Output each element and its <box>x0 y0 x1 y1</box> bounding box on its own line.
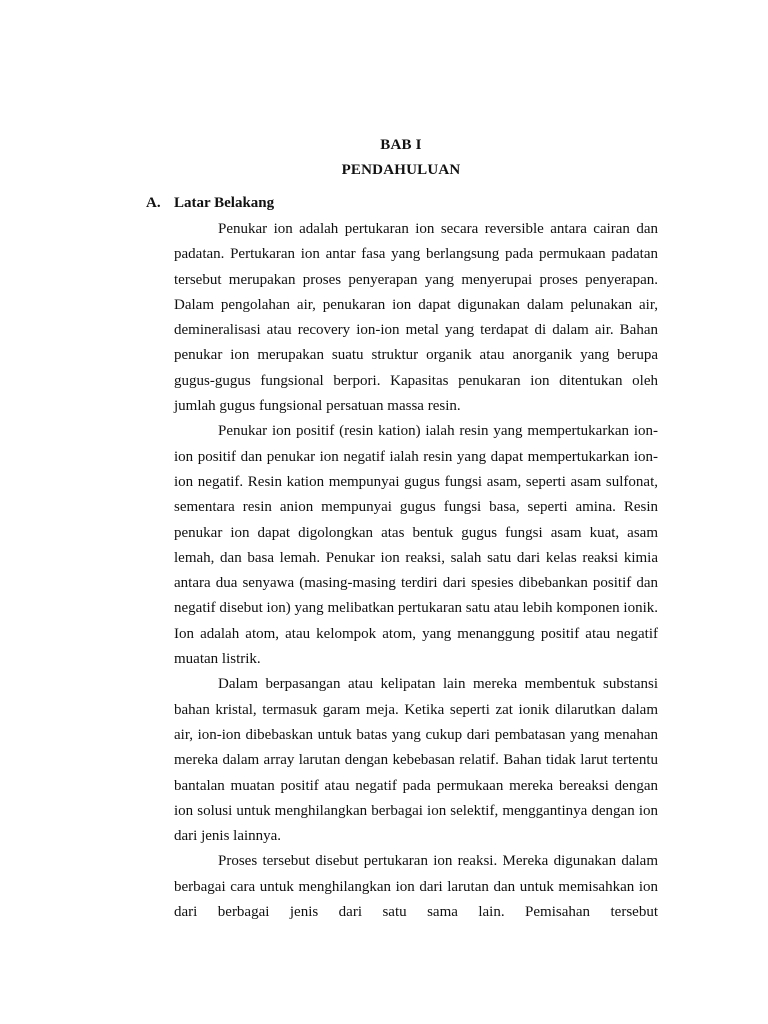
paragraph: Dalam berpasangan atau kelipatan lain mereka membentuk substansi bahan kristal, termasuk garam meja. Ketika seperti zat ionik dilarutkan dalam air, ion-ion dibebaskan untuk batas yang cukup dari pembatasan yang menahan mereka dalam array larutan dengan kebebasan relatif. Bahan tidak larut tertentu bantalan muatan positif atau negatif pada permukaan mereka bereaksi dengan ion solusi untuk menghilangkan berbagai ion selektif, menggantinya dengan ion dari jenis lainnya. <box>174 676 658 845</box>
paragraph: Penukar ion adalah pertukaran ion secara reversible antara cairan dan padatan. Pertukaran ion antar fasa yang berlangsung pada permukaan padatan tersebut merupakan proses penyerapan yang menyerupai proses penyerapan. Dalam pengolahan air, penukaran ion dapat digunakan dalam pelunakan air, demineralisasi atau recovery ion-ion metal yang terdapat di dalam air. Bahan penukar ion merupakan suatu struktur organik atau anorganik yang berupa gugus-gugus fungsional berpori. Kapasitas penukaran ion ditentukan oleh jumlah gugus fungsional persatuan massa resin. <box>174 221 658 415</box>
section-heading <box>146 195 274 212</box>
chapter-title: PENDAHULUAN <box>341 162 461 178</box>
chapter-number: BAB I <box>380 137 422 153</box>
section-letter: A. <box>146 195 161 211</box>
body-text <box>174 217 658 925</box>
section-title: Latar Belakang <box>174 195 275 211</box>
paragraph: Penukar ion positif (resin kation) ialah resin yang mempertukarkan ion-ion positif dan penukar ion negatif ialah resin yang dapat mempertukarkan ion-ion negatif. Resin kation mempunyai gugus fungsi asam, seperti asam sulfonat, sementara resin anion mempunyai gugus fungsi basa, seperti amina. Resin penukar ion dapat digolongkan atas bentuk gugus fungsi asam kuat, asam lemah, dan basa lemah. Penukar ion reaksi, salah satu dari kelas reaksi kimia antara dua senyawa (masing-masing terdiri dari spesies dibebankan positif dan negatif disebut ion) yang melibatkan pertukaran satu atau lebih komponen ionik. Ion adalah atom, atau kelompok atom, yang menanggung positif atau negatif muatan listrik. <box>174 423 658 668</box>
paragraph: Proses tersebut disebut pertukaran ion reaksi. Mereka digunakan dalam berbagai cara untuk menghilangkan ion dari larutan dan untuk memisahkan ion dari berbagai jenis dari satu sama lain. Pemisahan tersebut <box>174 853 658 921</box>
